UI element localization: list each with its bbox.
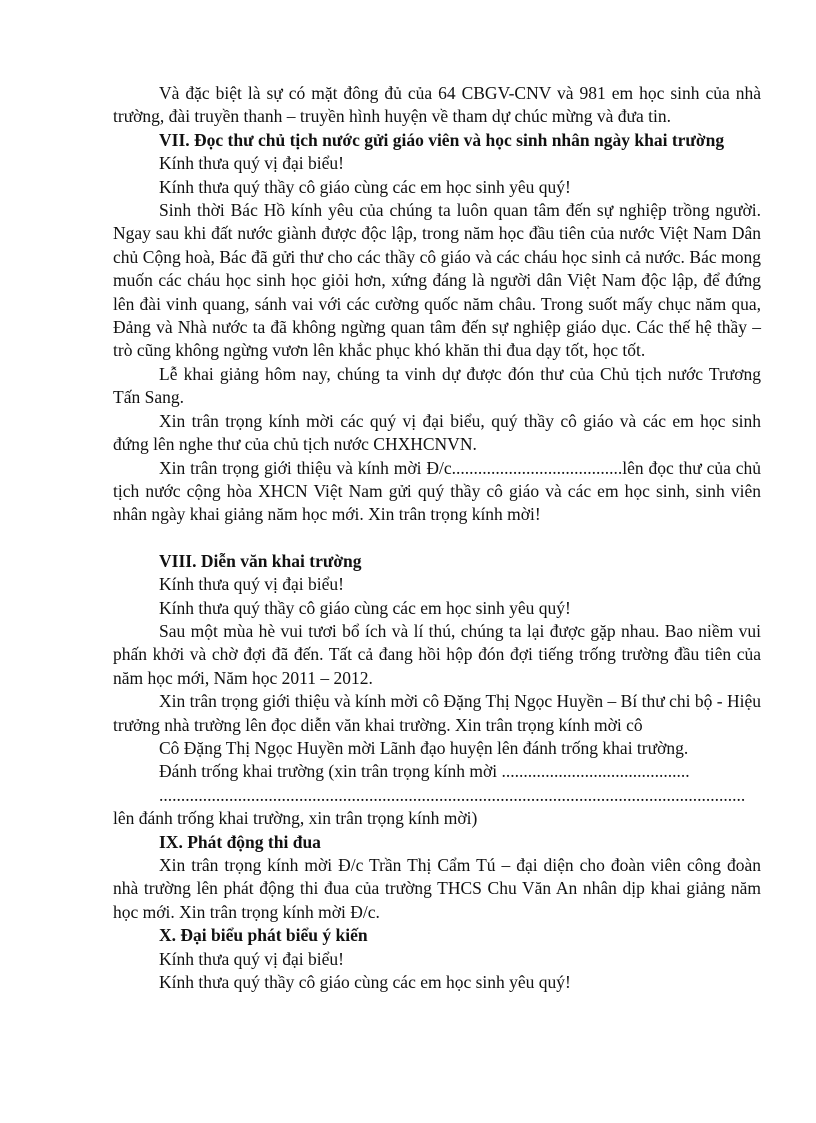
paragraph-invite-drum: Cô Đặng Thị Ngọc Huyền mời Lãnh đạo huyện lên đánh trống khai trường. (159, 737, 689, 758)
paragraph-emulation: Xin trân trọng kính mời Đ/c Trần Thị Cẩm Tú – đại diện cho đoàn viên công đoàn nhà trường lên phát động thi đua của trường THCS Chu Văn An nhân dịp khai giảng năm học mới. Xin trân trọng kính mời Đ/c. (113, 855, 761, 922)
paragraph-attendance: Và đặc biệt là sự có mặt đông đủ của 64 CBGV-CNV và 981 em học sinh của nhà trường, đài truyền thanh – truyền hình huyện về tham dự chúc mừng và đưa tin. (113, 83, 761, 127)
paragraph-president-letter: Lễ khai giảng hôm nay, chúng ta vinh dự được đón thư của Chủ tịch nước Trương Tấn Sang. (113, 363, 761, 408)
document-page (113, 82, 761, 994)
greeting-delegates-3: Kính thưa quý vị đại biểu! (159, 948, 344, 969)
paragraph-drum-end: lên đánh trống khai trường, xin trân trọng kính mời) (113, 808, 478, 829)
paragraph-invite-stand: Xin trân trọng kính mời các quý vị đại biểu, quý thầy cô giáo và các em học sinh đứng lên nghe thư của chủ tịch nước CHXHCNVN. (113, 410, 761, 455)
heading-section-vii: VII. Đọc thư chủ tịch nước gửi giáo viên và học sinh nhân ngày khai trường (159, 129, 725, 150)
greeting-delegates: Kính thưa quý vị đại biểu! (159, 153, 344, 174)
paragraph-summer: Sau một mùa hè vui tươi bổ ích và lí thú, chúng ta lại được gặp nhau. Bao niềm vui phấn khởi và chờ đợi đã đến. Tất cả đang hồi hộp đón đợi tiếng trống trường đầu tiên của năm học mới, Năm học 2011 – 2012. (113, 620, 761, 688)
paragraph-invite-principal: Xin trân trọng giới thiệu và kính mời cô Đặng Thị Ngọc Huyền – Bí thư chi bộ - Hiệu trưởng nhà trường lên đọc diễn văn khai trường. Xin trân trọng kính mời cô (113, 691, 761, 735)
blank-line (113, 527, 761, 550)
greeting-teachers-students-3: Kính thưa quý thầy cô giáo cùng các em học sinh yêu quý! (159, 972, 571, 993)
paragraph-drum-beat: Đánh trống khai trường (xin trân trọng kính mời ........................................... (159, 761, 690, 782)
dotted-line: ...................................................................................................................................... (159, 784, 746, 805)
greeting-delegates-2: Kính thưa quý vị đại biểu! (159, 574, 344, 595)
paragraph-invite-read-letter: Xin trân trọng giới thiệu và kính mời Đ/c.......................................lên đọc thư của chủ tịch nước cộng hòa XHCN Việt Nam gửi quý thầy cô giáo và các em học sinh, sinh viên nhân ngày khai giảng năm học mới. Xin trân trọng kính mời! (113, 457, 761, 525)
heading-section-x: X. Đại biểu phát biểu ý kiến (159, 925, 368, 946)
paragraph-uncle-ho: Sinh thời Bác Hồ kính yêu của chúng ta luôn quan tâm đến sự nghiệp trồng người. Ngay sau khi đất nước giành được độc lập, trong năm học đầu tiên của nước Việt Nam Dân chủ Cộng hoà, Bác đã gửi thư cho các thầy cô giáo và các cháu học sinh cả nước. Bác mong muốn các cháu học sinh học giỏi hơn, xứng đáng là người dân Việt Nam độc lập, để đứng lên đài vinh quang, sánh vai với các cường quốc năm châu. Trong suốt mấy chục năm qua, Đảng và Nhà nước ta đã không ngừng quan tâm đến sự nghiệp giáo dục. Các thế hệ thầy – trò cũng không ngừng vươn lên khắc phục khó khăn thi đua dạy tốt, học tốt. (113, 200, 761, 361)
greeting-teachers-students: Kính thưa quý thầy cô giáo cùng các em học sinh yêu quý! (159, 176, 571, 197)
heading-section-viii: VIII. Diễn văn khai trường (159, 550, 362, 571)
greeting-teachers-students-2: Kính thưa quý thầy cô giáo cùng các em học sinh yêu quý! (159, 597, 571, 618)
heading-section-ix: IX. Phát động thi đua (159, 831, 321, 852)
